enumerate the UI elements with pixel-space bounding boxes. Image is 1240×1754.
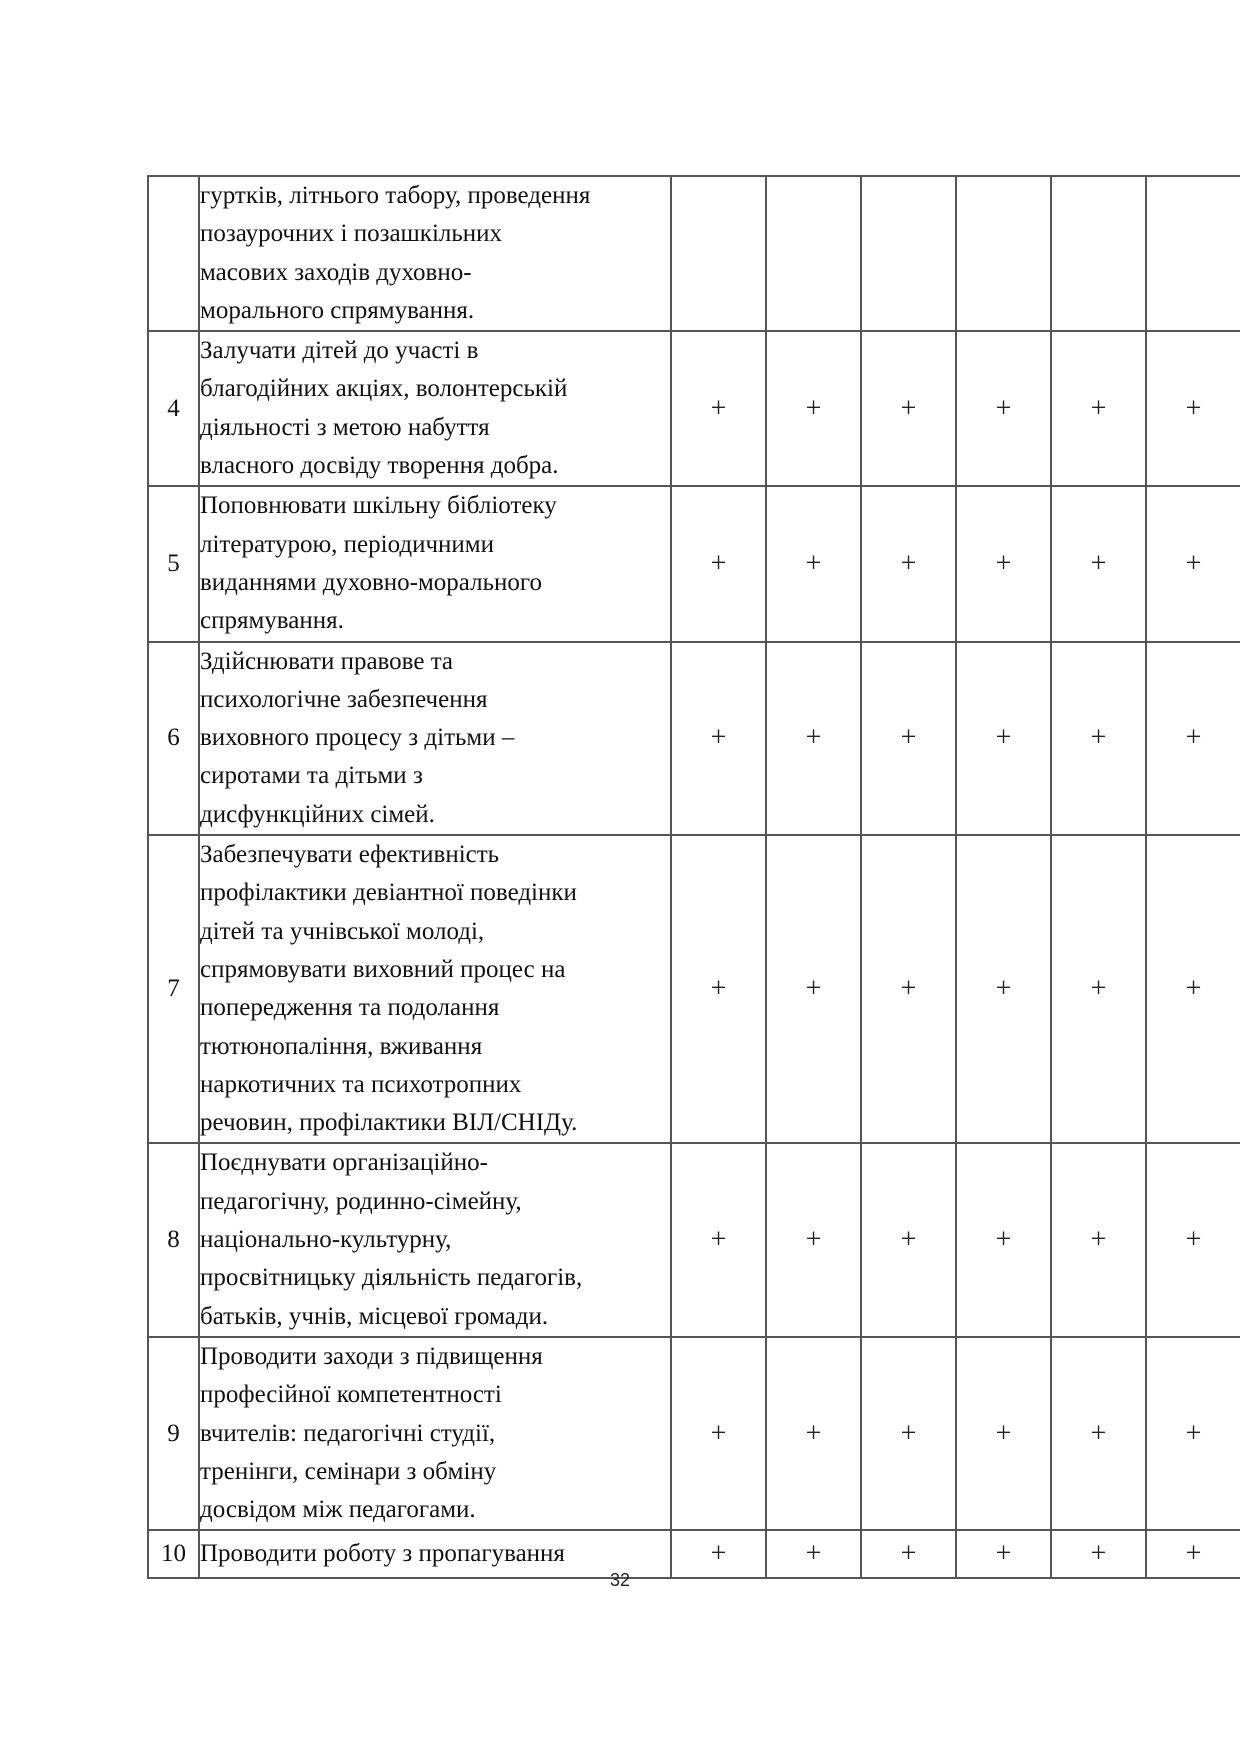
year-mark-cell: + [1051,1337,1146,1530]
row-number: 5 [148,486,199,641]
description-line: тренінги, семінари з обміну [200,1457,497,1485]
table-body [148,176,1240,1578]
year-mark-cell: + [861,486,956,641]
year-mark-cell: + [1051,1530,1146,1578]
table-row [148,176,1240,331]
description-line: спрямовувати виховний процес на [200,955,566,983]
year-mark-cell: + [861,835,956,1143]
year-mark-cell: + [671,1143,766,1336]
activity-description [199,1337,671,1530]
activity-description [199,1143,671,1336]
activity-description [199,331,671,486]
year-mark-cell: + [1146,1143,1240,1336]
year-mark-cell: + [671,1337,766,1530]
year-mark-cell: + [861,642,956,835]
description-line: національно-культурну, [200,1226,452,1254]
year-mark-cell [1051,176,1146,331]
description-line: Здійснювати правове та [200,647,454,675]
table-row [148,1337,1240,1530]
year-mark-cell: + [1051,835,1146,1143]
year-mark-cell: + [956,1143,1051,1336]
year-mark-cell: + [956,331,1051,486]
description-line: літературою, періодичними [200,530,494,558]
year-mark-cell: + [1051,642,1146,835]
activity-description [199,835,671,1143]
description-line: професійної компетентності [200,1381,502,1409]
row-number: 4 [148,331,199,486]
description-line: масових заходів духовно- [200,258,472,286]
activity-description [199,486,671,641]
page-number: 32 [609,1570,631,1590]
description-line: досвідом між педагогами. [200,1496,476,1524]
year-mark-cell: + [671,331,766,486]
row-number: 6 [148,642,199,835]
year-mark-cell: + [766,1143,861,1336]
row-number: 8 [148,1143,199,1336]
activity-description [199,176,671,331]
description-line: спрямування. [200,607,344,635]
year-mark-cell: + [861,1143,956,1336]
year-mark-cell: + [956,642,1051,835]
description-line: Проводити заходи з підвищення [200,1342,543,1370]
year-mark-cell: + [861,1530,956,1578]
activity-description [199,642,671,835]
year-mark-cell: + [766,331,861,486]
description-line: власного досвіду творення добра. [200,452,559,480]
table-row [148,835,1240,1143]
description-line: Поєднувати організаційно- [200,1149,488,1177]
year-mark-cell [956,176,1051,331]
year-mark-cell: + [1146,486,1240,641]
year-mark-cell [671,176,766,331]
description-line: гуртків, літнього табору, проведення [200,182,591,209]
row-number [148,176,199,331]
year-mark-cell: + [1146,642,1240,835]
year-mark-cell: + [766,486,861,641]
year-mark-cell: + [671,835,766,1143]
description-line: батьків, учнів, місцевої громади. [200,1302,549,1330]
description-line: речовин, профілактики ВІЛ/СНІДу. [200,1109,578,1137]
description-line: просвітницьку діяльність педагогів, [200,1264,583,1292]
year-mark-cell: + [1051,486,1146,641]
row-number: 10 [148,1530,199,1578]
year-mark-cell: + [1146,1337,1240,1530]
year-mark-cell: + [956,486,1051,641]
year-mark-cell: + [766,1337,861,1530]
description-line: вчителів: педагогічні студії, [200,1419,496,1447]
year-mark-cell [766,176,861,331]
table-row [148,642,1240,835]
year-mark-cell: + [861,1337,956,1530]
table-row [148,331,1240,486]
description-line: дітей та учнівської молоді, [200,917,485,945]
year-mark-cell: + [671,1530,766,1578]
description-line: діяльності з метою набуття [200,413,490,441]
table-row [148,486,1240,641]
description-line: профілактики девіантної поведінки [200,879,577,907]
year-mark-cell: + [766,835,861,1143]
description-line: Поповнювати шкільну бібліотеку [200,492,557,520]
year-mark-cell: + [956,1530,1051,1578]
table-row [148,1143,1240,1336]
description-line: благодійних акціях, волонтерській [200,375,568,403]
year-mark-cell: + [766,1530,861,1578]
year-mark-cell: + [956,1337,1051,1530]
description-line: дисфункційних сімей. [200,800,435,828]
description-line: наркотичних та психотропних [200,1070,522,1098]
description-line: позаурочних і позашкільних [200,220,503,248]
year-mark-cell: + [1146,1530,1240,1578]
row-number: 7 [148,835,199,1143]
year-mark-cell: + [1051,1143,1146,1336]
year-mark-cell: + [671,486,766,641]
description-line: психологічне забезпечення [200,685,488,713]
description-line: педагогічну, родинно-сімейну, [200,1187,522,1215]
description-line: виховного процесу з дітьми – [200,724,515,752]
description-line: Проводити роботу з пропагування [200,1540,565,1568]
description-line: Забезпечувати ефективність [200,841,500,869]
year-mark-cell: + [1146,835,1240,1143]
description-line: попередження та подолання [200,994,500,1022]
year-mark-cell [861,176,956,331]
row-number: 9 [148,1337,199,1530]
year-mark-cell: + [1146,331,1240,486]
activity-plan-table [147,175,1240,1579]
year-mark-cell: + [671,642,766,835]
description-line: виданнями духовно-морального [200,568,543,596]
description-line: тютюнопаління, вживання [200,1032,483,1060]
year-mark-cell: + [956,835,1051,1143]
year-mark-cell: + [766,642,861,835]
year-mark-cell [1146,176,1240,331]
description-line: сиротами та дітьми з [200,762,423,790]
description-line: Залучати дітей до участі в [200,337,479,365]
year-mark-cell: + [1051,331,1146,486]
description-line: морального спрямування. [200,296,475,324]
year-mark-cell: + [861,331,956,486]
